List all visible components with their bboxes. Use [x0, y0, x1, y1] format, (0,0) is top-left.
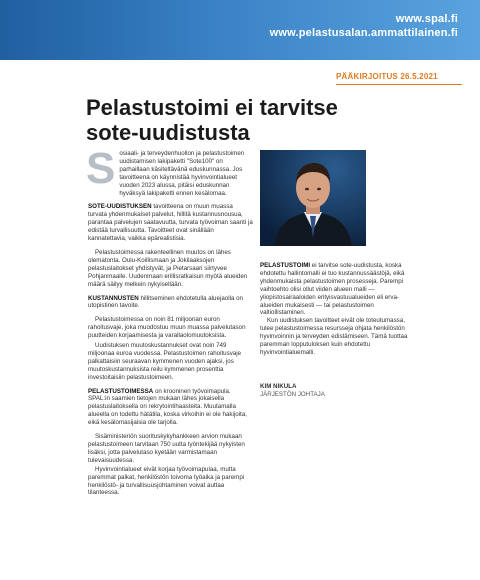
website-link-spal[interactable]: www.spal.fi — [395, 13, 458, 25]
section-label-text: PÄÄKIRJOITUS 26.5.2021 — [336, 72, 438, 81]
paragraph-text: Kun uudistuksen tavoitteet eivät ole toteutumassa, tulee pelastustoimessa resursseja ohjata henkilöstön hyvinvoinnin ja terveyden edistämiseen. Tämä tuottaa paremman lopputuloksen kuin ehdotettu hyvinvointialuemalli. — [260, 317, 408, 356]
paragraph-lead: PELASTUSTOIMI — [260, 262, 311, 269]
paragraph — [88, 295, 253, 311]
paragraph-lead: SOTE-UUDISTUKSEN — [88, 203, 152, 211]
paragraph — [88, 203, 253, 243]
paragraph-text: tavoitteena on muun muassa turvata yhdenmukaiset palvelut, hillitä kustannusnousua, parantaa palvelujen saatavuutta, turvata työvoiman saanti ja edistää turvallisuutta. Tavoitteet ovat sinällään kannatettavia, vaikka epärealistisia. — [88, 203, 253, 243]
paragraph-lead: KUSTANNUSTEN — [88, 294, 139, 302]
paragraph-text: Pelastustoimessa rakenteellinen muutos on lähes olematonta. Oulu-Koillismaan ja Jokilaaksojen pelastuslaitokset yhdistyvät, ja Pietarsaari siirtyvee Pohjanmaalle. Uudenmaan erillisratkaisun myötä alueiden määrä säilyy melkein nykyisellään. — [88, 248, 248, 288]
author-photo — [260, 150, 366, 246]
article-title-line2: sote-uudistusta — [86, 120, 250, 145]
section-label — [336, 72, 462, 88]
paragraph-text: hillitseminen ehdotetulla aluejaolla on utopistinen tavoite. — [88, 294, 243, 310]
paragraph — [88, 249, 253, 289]
article-column-1 — [86, 144, 253, 497]
signature-role: JÄRJESTÖN JOHTAJA — [260, 390, 325, 398]
article-title — [86, 95, 406, 145]
paragraph-text: ei tarvitse sote-uudistusta, koska ehdotettu hallintomalli ei tuo kustannussäästöjä, eikä yhdenmukaista pelastustoimen prosesseja. Parempi vaihtoehto olisi ollut viiden alueen malli — yliopistosairaaloiden erityisvastuualueiden eli erva-alueiden mukaisesti — tai pelastustoimen valtiollistaminen. — [260, 262, 405, 317]
signature-name: KIM NIKULA — [260, 382, 297, 390]
section-label-rule — [336, 84, 462, 85]
paragraph — [88, 388, 253, 428]
paragraph-text: Sisäministeriön suorituskykyhankkeen arvion mukaan pelastustoimeen tarvitaan 750 uutta työntekijää nykyisten lisäksi, jotta palvelutaso kyetään varmistamaan tulevaisuudessa. — [88, 433, 245, 464]
intro-paragraph — [86, 144, 253, 197]
paragraph — [260, 317, 415, 357]
paragraph-text: Pelastustoimessa on noin 81 miljoonan euron rahoitusvaje, joka muodostuu muun muassa palvelutason puutteiden korjaamisesta ja varallaolomuutoksista. — [88, 316, 246, 340]
dropcap: S — [86, 144, 116, 193]
paragraph-text: Uudistuksen muutoskustannukset ovat noin 749 miljoonaa euroa vuodessa. Pelastustoimen rahoitusvaje palkattaisiin seuraavan kymmenen vuoden ajaksi, jos muutoskustannuksista reilu kymmenen prosenttia investoitaisiin pelastustoimeen. — [88, 342, 242, 381]
paragraph — [88, 433, 253, 465]
header-banner — [0, 0, 480, 60]
paragraph — [88, 316, 253, 340]
paragraph-lead: PELASTUSTOIMESSA — [88, 387, 154, 395]
paragraph-text: Hyvinvointialueet eivät korjaa työvoimapulaa, mutta paremmat palkat, henkilöstön toivoma työaika ja parempi henkilöstö- ja turvallisuusjohtaminen voivat auttaa tilanteessa. — [88, 465, 245, 497]
author-portrait-image — [260, 150, 366, 246]
paragraph — [260, 262, 415, 317]
signature — [260, 383, 415, 399]
paragraph — [88, 342, 253, 382]
website-link-pelastusalan[interactable]: www.pelastusalan.ammattilainen.fi — [269, 27, 458, 39]
article-title-line1: Pelastustoimi ei tarvitse — [86, 95, 338, 120]
paragraph-text: on krooninen työvoimapula. SPAL:in saamien tietojen mukaan lähes jokaisella pelastuslaitoksella on rekrytointihaasteita. Muutamalla alueella on todettu hätätila, koska virkoihin ei ole hakijoita, eikä kesälomasijaisia ole tarjolla. — [88, 387, 247, 427]
article-column-2 — [260, 262, 415, 399]
paragraph — [88, 466, 253, 498]
intro-text: osiaali- ja terveydenhuollon ja pelastustoimen uudistamisen lakipaketti "Sote100" on parhaillaan käsiteltävänä eduskunnassa. Jos tavoitteena on käynnistää hyvinvointialueet vuoden 2023 alussa, pitäisi eduskunnan hyväksyä lakipaketti ennen kesälomaa. — [119, 150, 245, 197]
